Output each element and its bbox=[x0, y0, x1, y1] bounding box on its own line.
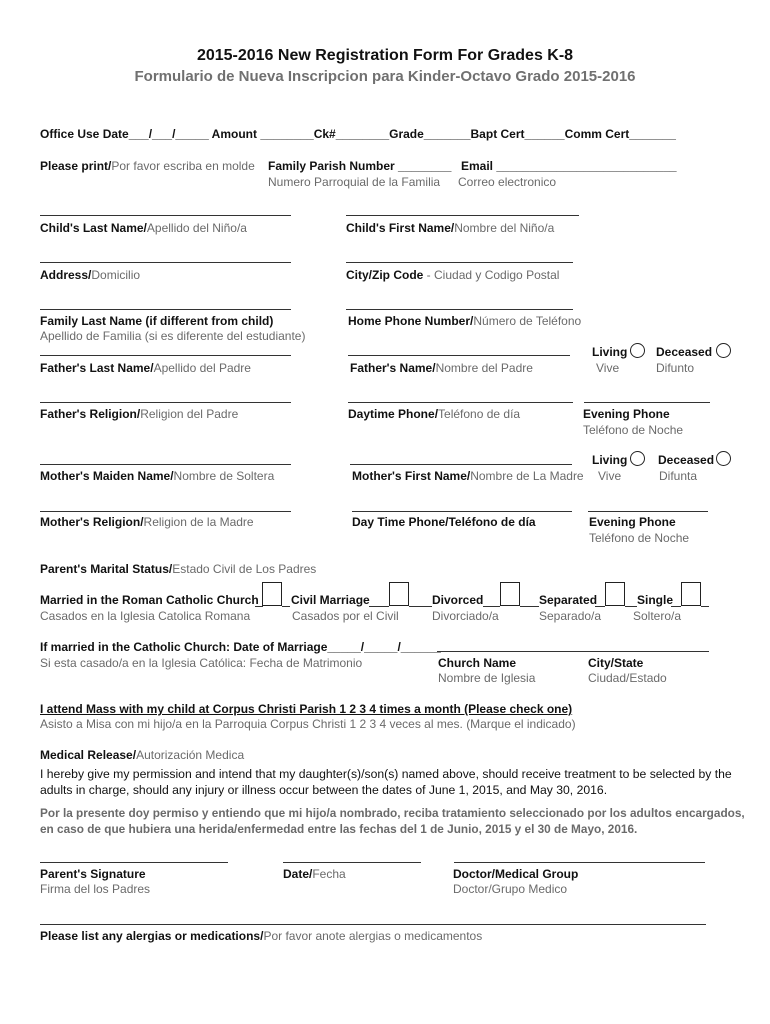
mother-deceased-checkbox[interactable] bbox=[716, 451, 731, 466]
divorced-underscore-lead bbox=[409, 606, 432, 607]
divorced-checkbox[interactable] bbox=[500, 582, 520, 606]
mother-living-checkbox[interactable] bbox=[630, 451, 645, 466]
address-field[interactable] bbox=[40, 262, 291, 263]
mother-evening-phone-label: Evening Phone bbox=[589, 515, 676, 529]
married-catholic-underscore bbox=[255, 606, 263, 607]
mass-attendance-spanish: Asisto a Misa con mi hijo/a en la Parroquia Corpus Christi 1 2 3 4 veces al mes. (Marque el indicado) bbox=[40, 717, 576, 731]
family-parish-number-label: Family Parish Number ________ bbox=[268, 159, 452, 173]
mother-maiden-name-field[interactable] bbox=[40, 464, 291, 465]
church-name-spanish: Nombre de Iglesia bbox=[438, 671, 536, 685]
father-living-spanish: Vive bbox=[596, 361, 620, 375]
single-underscore-tail bbox=[701, 606, 709, 607]
father-daytime-phone-label: Daytime Phone/Teléfono de día bbox=[348, 407, 521, 421]
separated-underscore bbox=[595, 606, 605, 607]
single-spanish: Soltero/a bbox=[633, 609, 682, 623]
single-underscore-lead bbox=[625, 606, 637, 607]
married-catholic-checkbox[interactable] bbox=[262, 582, 282, 606]
father-evening-phone-label: Evening Phone bbox=[583, 407, 670, 421]
medical-release-paragraph: I hereby give my permission and intend that my daughter(s)/son(s) named above, should receive treatment to be selected by the adults in charge, should any injury or illness occur between the dates of June 1, 2015, and May 30, 2016. bbox=[40, 767, 732, 797]
family-last-name-spanish: Apellido de Familia (si es diferente del estudiante) bbox=[40, 329, 306, 343]
civil-marriage-spanish: Casados por el Civil bbox=[292, 609, 399, 623]
parent-signature-spanish: Firma del los Padres bbox=[40, 882, 151, 896]
civil-marriage-underscore bbox=[369, 606, 389, 607]
home-phone-label: Home Phone Number/Número de Teléfono bbox=[348, 314, 582, 328]
family-last-name-label: Family Last Name (if different from child) bbox=[40, 314, 274, 328]
mother-first-name-label: Mother's First Name/Nombre de La Madre bbox=[352, 469, 584, 483]
father-religion-label: Father's Religion/Religion del Padre bbox=[40, 407, 239, 421]
city-zip-field[interactable] bbox=[346, 262, 573, 263]
marital-status-heading: Parent's Marital Status/Estado Civil de Los Padres bbox=[40, 562, 317, 576]
father-name-label: Father's Name/Nombre del Padre bbox=[350, 361, 533, 375]
father-living-checkbox[interactable] bbox=[630, 343, 645, 358]
date-label: Date/Fecha bbox=[283, 867, 346, 881]
child-first-name-label: Child's First Name/Nombre del Niño/a bbox=[346, 221, 555, 235]
separated-underscore-lead bbox=[520, 606, 539, 607]
married-catholic-spanish: Casados en la Iglesia Catolica Romana bbox=[40, 609, 251, 623]
doctor-spanish: Doctor/Grupo Medico bbox=[453, 882, 568, 896]
father-evening-phone-field[interactable] bbox=[584, 402, 710, 403]
mother-evening-phone-field[interactable] bbox=[588, 511, 708, 512]
print-instruction: Please print/Por favor escriba en molde bbox=[40, 159, 255, 173]
mother-evening-phone-spanish: Teléfono de Noche bbox=[589, 531, 690, 545]
family-last-name-field[interactable] bbox=[40, 309, 291, 310]
email-spanish: Correo electronico bbox=[458, 175, 557, 189]
doctor-label: Doctor/Medical Group bbox=[453, 867, 579, 881]
father-daytime-phone-field[interactable] bbox=[348, 402, 573, 403]
form-title: 2015-2016 New Registration Form For Grades K-8 bbox=[196, 47, 574, 64]
email-label: Email ___________________________ bbox=[461, 159, 677, 173]
parent-signature-field[interactable] bbox=[40, 862, 228, 863]
medical-release-paragraph-spanish: Por la presente doy permiso y entiendo que mi hijo/a nombrado, reciba tratamiento seleccionado por los adultos encargados, en caso de que hubiera una herida/enfermedad entre las fechas del 1 de Junio, 2015 y el 30 de Mayo, 2016. bbox=[40, 806, 745, 836]
allergies-label: Please list any alergias or medications/Por favor anote alergias o medicamentos bbox=[40, 929, 483, 943]
separated-spanish: Separado/a bbox=[539, 609, 602, 623]
mother-religion-field[interactable] bbox=[40, 511, 291, 512]
mother-deceased-spanish: Difunta bbox=[659, 469, 698, 483]
home-phone-field[interactable] bbox=[346, 309, 573, 310]
church-name-label: Church Name bbox=[438, 656, 517, 670]
mother-maiden-name-label: Mother's Maiden Name/Nombre de Soltera bbox=[40, 469, 275, 483]
date-field[interactable] bbox=[283, 862, 421, 863]
divorced-spanish: Divorciado/a bbox=[432, 609, 499, 623]
divorced-underscore bbox=[483, 606, 500, 607]
mother-daytime-phone-label: Day Time Phone/Teléfono de día bbox=[352, 515, 536, 529]
single-underscore bbox=[671, 606, 681, 607]
address-label: Address/Domicilio bbox=[40, 268, 141, 282]
father-evening-phone-spanish: Teléfono de Noche bbox=[583, 423, 684, 437]
city-state-spanish: Ciudad/Estado bbox=[588, 671, 667, 685]
child-first-name-field[interactable] bbox=[346, 215, 579, 216]
father-deceased-label: Deceased bbox=[656, 345, 713, 359]
family-parish-number-spanish: Numero Parroquial de la Familia bbox=[268, 175, 441, 189]
mother-deceased-label: Deceased bbox=[658, 453, 715, 467]
separated-checkbox[interactable] bbox=[605, 582, 625, 606]
mother-living-label: Living bbox=[592, 453, 628, 467]
father-deceased-checkbox[interactable] bbox=[716, 343, 731, 358]
father-name-field[interactable] bbox=[348, 355, 570, 356]
form-title-spanish: Formulario de Nueva Inscripcion para Kinder-Octavo Grado 2015-2016 bbox=[134, 68, 636, 85]
mother-daytime-phone-field[interactable] bbox=[352, 511, 572, 512]
separated-label: Separated bbox=[539, 593, 598, 607]
marriage-date-spanish: Si esta casado/a en la Iglesia Católica: Fecha de Matrimonio bbox=[40, 656, 363, 670]
father-last-name-label: Father's Last Name/Apellido del Padre bbox=[40, 361, 251, 375]
mass-attendance-line[interactable]: I attend Mass with my child at Corpus Christi Parish 1 2 3 4 times a month (Please check one) bbox=[40, 702, 573, 716]
father-religion-field[interactable] bbox=[40, 402, 291, 403]
city-state-label: City/State bbox=[588, 656, 644, 670]
marriage-date-line: If married in the Catholic Church: Date of Marriage_____/_____/______ bbox=[40, 640, 441, 654]
child-last-name-field[interactable] bbox=[40, 215, 291, 216]
father-deceased-spanish: Difunto bbox=[656, 361, 695, 375]
allergies-field[interactable] bbox=[40, 924, 706, 925]
divorced-label: Divorced bbox=[432, 593, 484, 607]
mother-living-spanish: Vive bbox=[598, 469, 622, 483]
single-label: Single bbox=[637, 593, 674, 607]
office-use-line: Office Use Date___/___/_____ Amount ________Ck#________Grade_______Bapt Cert______Comm Cert_______ bbox=[40, 127, 676, 141]
child-last-name-label: Child's Last Name/Apellido del Niño/a bbox=[40, 221, 247, 235]
doctor-field[interactable] bbox=[454, 862, 705, 863]
father-last-name-field[interactable] bbox=[40, 355, 291, 356]
mother-first-name-field[interactable] bbox=[350, 464, 572, 465]
married-catholic-label: Married in the Roman Catholic Church bbox=[40, 593, 259, 607]
civil-marriage-checkbox[interactable] bbox=[389, 582, 409, 606]
father-living-label: Living bbox=[592, 345, 628, 359]
civil-marriage-label: Civil Marriage bbox=[291, 593, 370, 607]
parent-signature-label: Parent's Signature bbox=[40, 867, 146, 881]
mother-religion-label: Mother's Religion/Religion de la Madre bbox=[40, 515, 254, 529]
medical-release-heading: Medical Release/Autorización Medica bbox=[40, 748, 245, 762]
civil-marriage-underscore-lead bbox=[282, 606, 290, 607]
church-field[interactable] bbox=[437, 651, 709, 652]
single-checkbox[interactable] bbox=[681, 582, 701, 606]
city-zip-label: City/Zip Code - Ciudad y Codigo Postal bbox=[346, 268, 560, 282]
